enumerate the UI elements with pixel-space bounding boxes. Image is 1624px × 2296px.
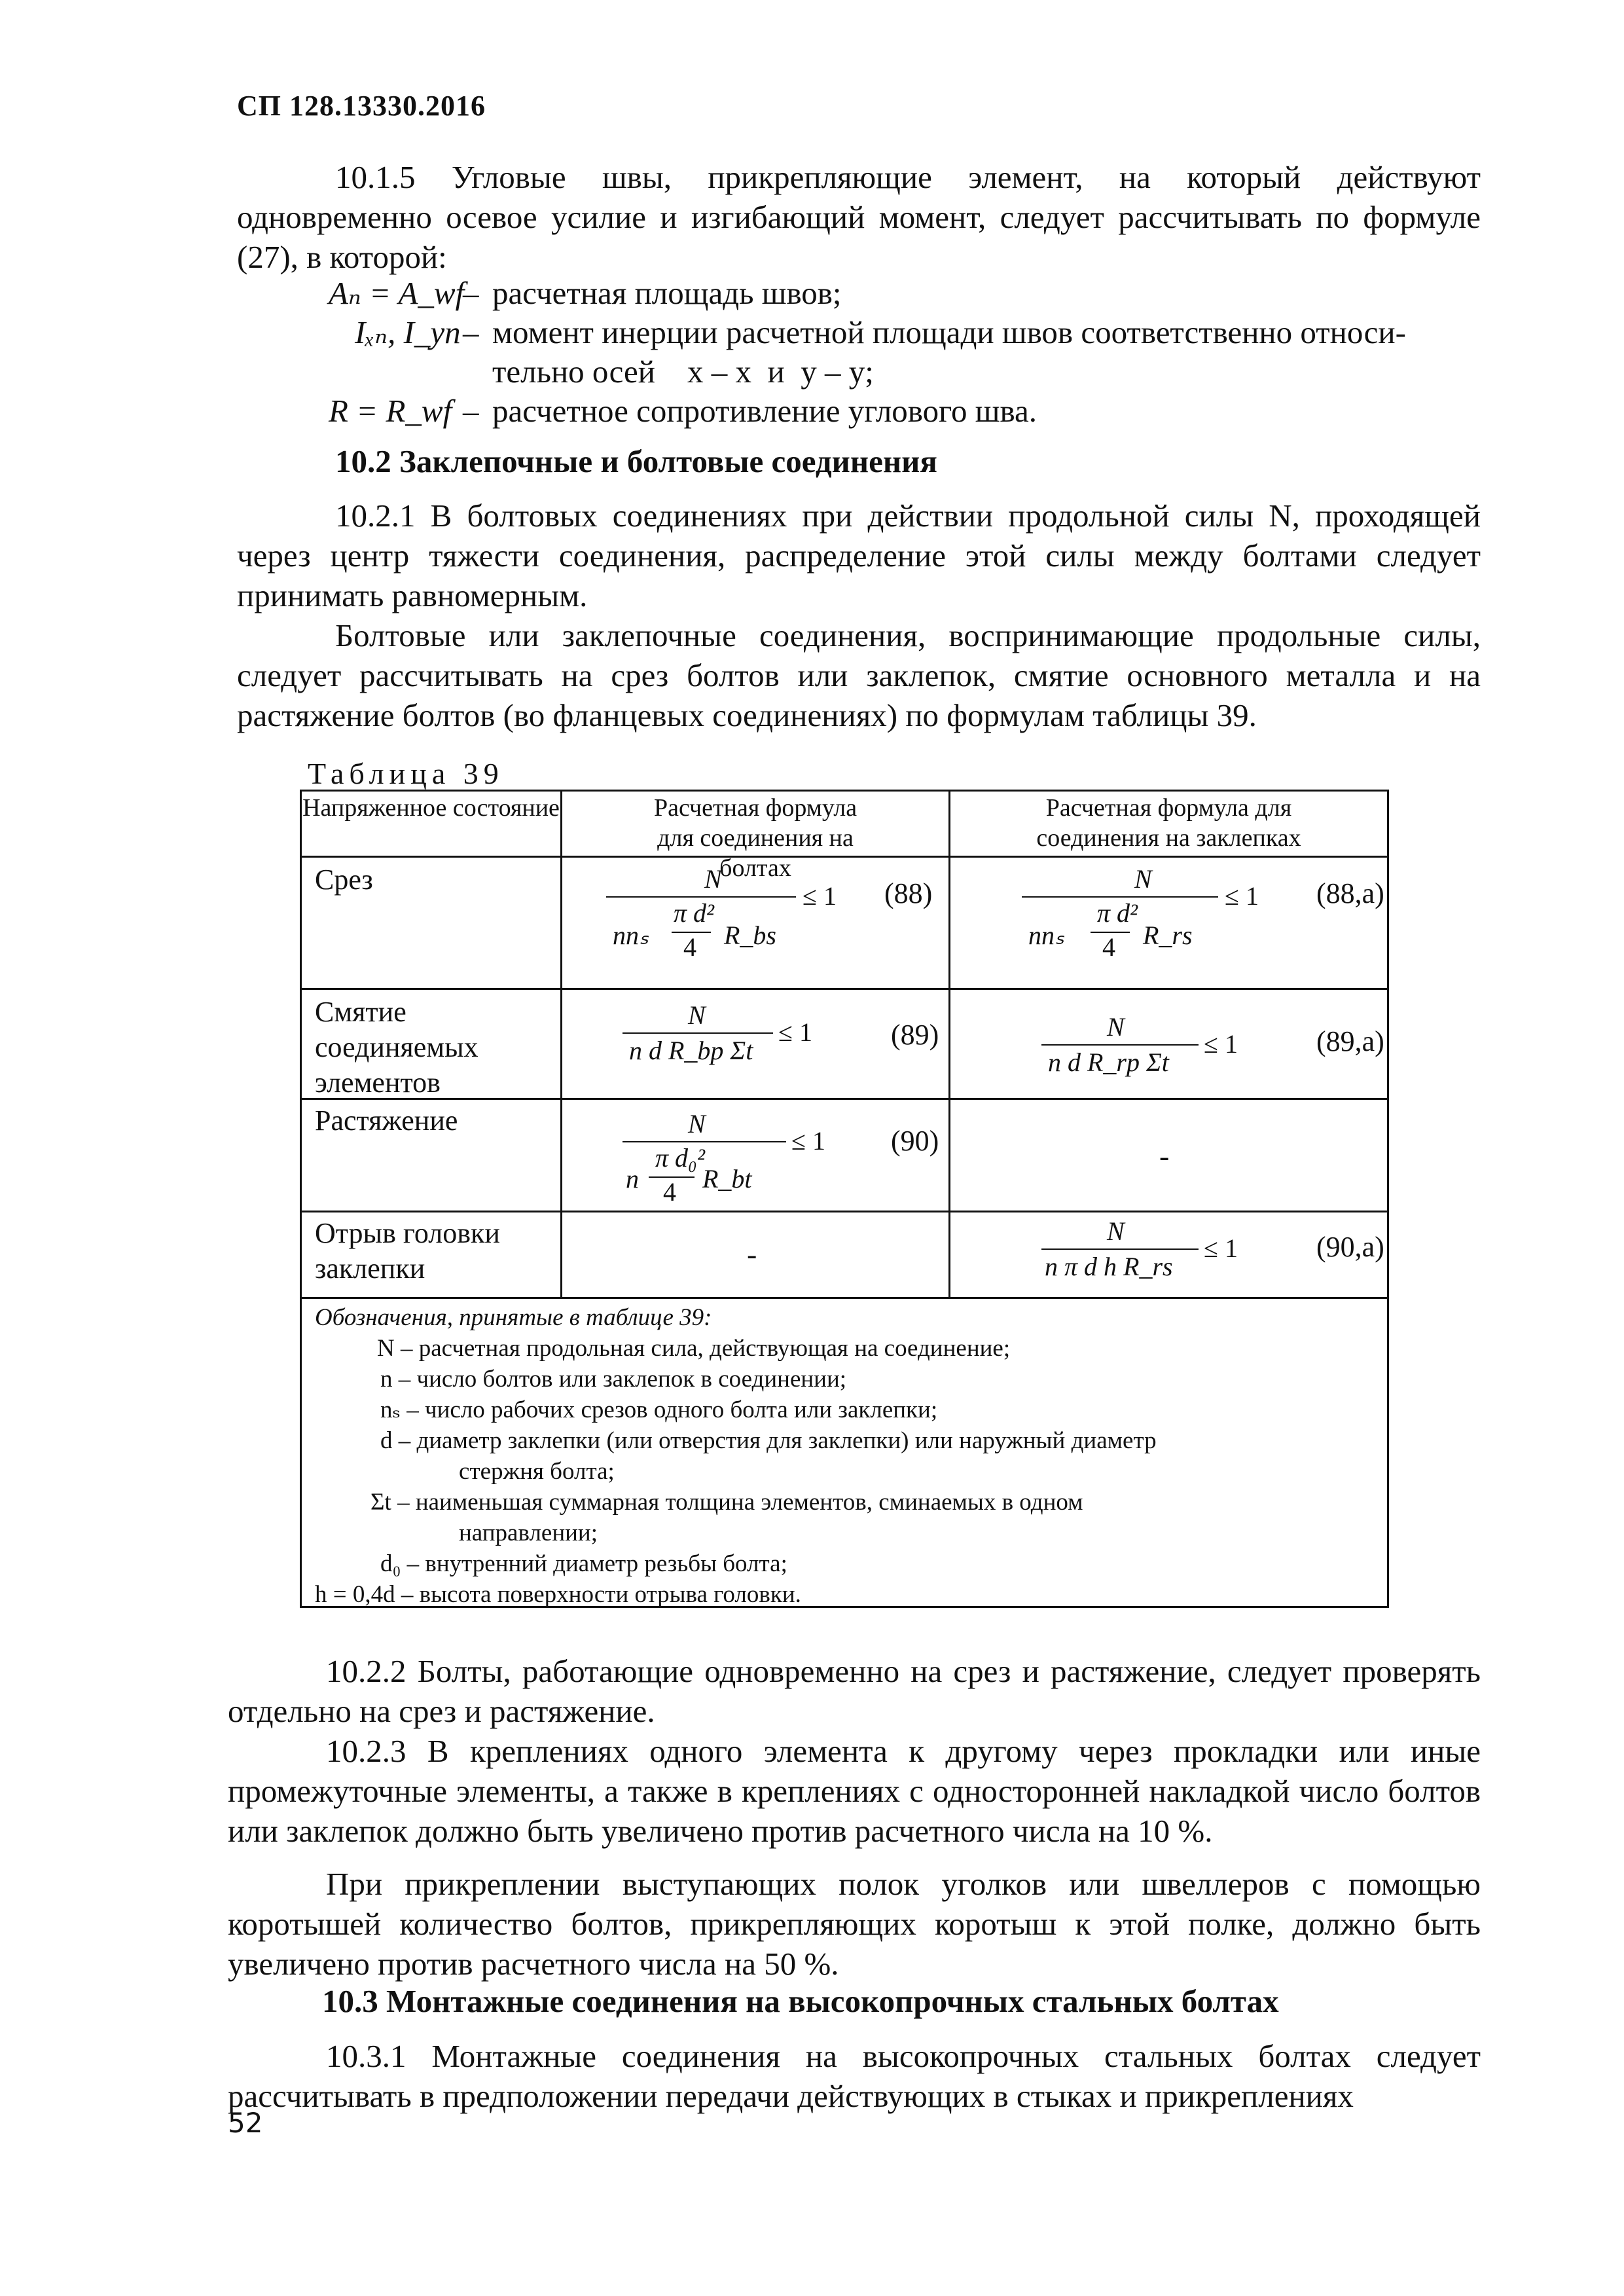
paragraph-text: 10.1.5 Угловые швы, прикрепляющие элемент, на который действуют одновременно осевое усилие и изгибающий момент, следует рассчитывать по формуле (27), в которой:: [237, 159, 1481, 275]
row-label-shear: Срез: [315, 864, 373, 896]
note-line: N – расчетная продольная сила, действующая на соединение;: [377, 1335, 1011, 1362]
formula-number: (90): [891, 1125, 939, 1157]
def-term: Aₙ = A_wf: [329, 275, 465, 311]
paragraph-10-3-1: [228, 2036, 1481, 2116]
note-line: направлении;: [459, 1520, 598, 1546]
formula-number: (90,а): [1316, 1231, 1384, 1263]
notes-title: Обозначения, принятые в таблице 39:: [315, 1304, 712, 1331]
paragraph-text: Болтовые или заклепочные соединения, воспринимающие продольные силы, следует рассчитывать на срез болтов или заклепок, смятие основного металла и на растяжение болтов (во фланцевых соединениях) по формулам таблицы 39.: [237, 617, 1481, 733]
paragraph-text: 10.2.3 В креплениях одного элемента к другому через прокладки или иные промежуточные элементы, а также в креплениях с односторонней накладкой число болтов или заклепок должно быть увеличено против расчетного числа на 10 %.: [228, 1733, 1481, 1849]
paragraphs-10-2-2-10-2-3: [228, 1651, 1481, 1984]
page-number: 52: [228, 2107, 263, 2139]
def-desc: расчетное сопротивление углового шва.: [492, 393, 1037, 429]
paragraph-text: 10.2.2 Болты, работающие одновременно на срез и растяжение, следует проверять отдельно на срез и растяжение.: [228, 1653, 1481, 1729]
paragraph-10-2-1: [237, 496, 1481, 735]
definitions-list: Aₙ = A_wf – расчетная площадь швов; Iₓₙ, I_yn – момент инерции расчетной площади швов соответственно относи- тельно осей x – x и y – y; R = R_wf – расчетное сопротивление углового шва.: [237, 274, 1481, 437]
note-line: d₀ – внутренний диаметр резьбы болта;: [380, 1550, 787, 1577]
document-code: СП 128.13330.2016: [237, 90, 486, 122]
table-39: Напряженное состояние Расчетная формула для соединения на болтах Расчетная формула для соединения на заклепках Срез Смятие соединяемых элементов Растяжение Отрыв головки заклепки N ≤ 1 π d² nnₛ 4 R_bs (88) N ≤ 1 π d² nnₛ 4 R_rs (88,а) N ≤ 1 n d R_bp Σt (89) N ≤ 1 n d R_rp Σt (89,а) N ≤ 1 π d₀² n 4 R_bt (90) - - N ≤ 1 n π d h R_rs (90,а) Обозначения, принятые в таблице 39: N – расчетная продольная сила, действующая на соединение; n – число болтов или заклепок в соединении; nₛ – число рабочих срезов одного болта или заклепки; d – диаметр заклепки (или отверстия для заклепки) или наружный диаметр стержня болта; Σt – наименьшая суммарная толщина элементов, сминаемых в одном направлении; d₀ – внутренний диаметр резьбы болта; h = 0,4d – высота поверхности отрыва головки.: [300, 790, 1389, 1608]
section-heading-10-2: 10.2 Заклепочные и болтовые соединения: [335, 443, 937, 479]
column-header-state: Напряженное состояние: [302, 794, 560, 822]
formula-number: (89,а): [1316, 1025, 1384, 1057]
paragraph-text: 10.3.1 Монтажные соединения на высокопрочных стальных болтах следует рассчитывать в предположении передачи действующих в стыках и прикреплениях: [228, 2038, 1481, 2114]
table-notes: [315, 1302, 1375, 1608]
note-line: n – число болтов или заклепок в соединении;: [380, 1366, 847, 1393]
column-header-bolts: Расчетная формула для соединения на болтах: [653, 794, 857, 882]
formula-number: (88,а): [1316, 877, 1384, 909]
note-line: h = 0,4d – высота поверхности отрыва головки.: [315, 1581, 801, 1608]
def-desc: расчетная площадь швов;: [492, 275, 842, 311]
paragraph-text: 10.2.1 В болтовых соединениях при действии продольной силы N, проходящей через центр тяжести соединения, распределение этой силы между болтами следует принимать равномерным.: [237, 498, 1481, 613]
formula-number: (88): [884, 877, 933, 909]
empty-cell-dash: -: [1159, 1139, 1170, 1173]
note-line: Σt – наименьшая суммарная толщина элементов, сминаемых в одном: [370, 1489, 1083, 1516]
row-label-bearing: Смятие соединяемых элементов: [315, 996, 478, 1099]
table-caption: Таблица 39: [308, 757, 504, 790]
column-header-rivets: Расчетная формула для соединения на заклепках: [1036, 794, 1301, 852]
note-line: d – диаметр заклепки (или отверстия для заклепки) или наружный диаметр: [380, 1427, 1157, 1454]
note-line: nₛ – число рабочих срезов одного болта или заклепки;: [380, 1396, 938, 1423]
row-label-head-pulloff: Отрыв головки заклепки: [315, 1217, 500, 1285]
paragraph-text: При прикреплении выступающих полок уголков или швеллеров с помощью коротышей количество болтов, прикрепляющих коротыш к этой полке, должно быть увеличено против расчетного числа на 50 %.: [228, 1866, 1481, 1982]
section-heading-10-3: 10.3 Монтажные соединения на высокопрочных стальных болтах: [322, 1983, 1279, 2019]
empty-cell-dash: -: [747, 1237, 757, 1271]
def-term: Iₓₙ, I_yn: [355, 314, 461, 350]
paragraph-10-1-5: [237, 157, 1481, 277]
formula-number: (89): [891, 1019, 939, 1051]
def-desc: момент инерции расчетной площади швов соответственно относи-: [492, 314, 1406, 350]
row-label-tension: Растяжение: [315, 1104, 458, 1137]
def-desc-continuation: тельно осей x – x и y – y;: [492, 354, 874, 390]
note-line: стержня болта;: [459, 1458, 615, 1485]
def-term: R = R_wf: [329, 393, 452, 429]
